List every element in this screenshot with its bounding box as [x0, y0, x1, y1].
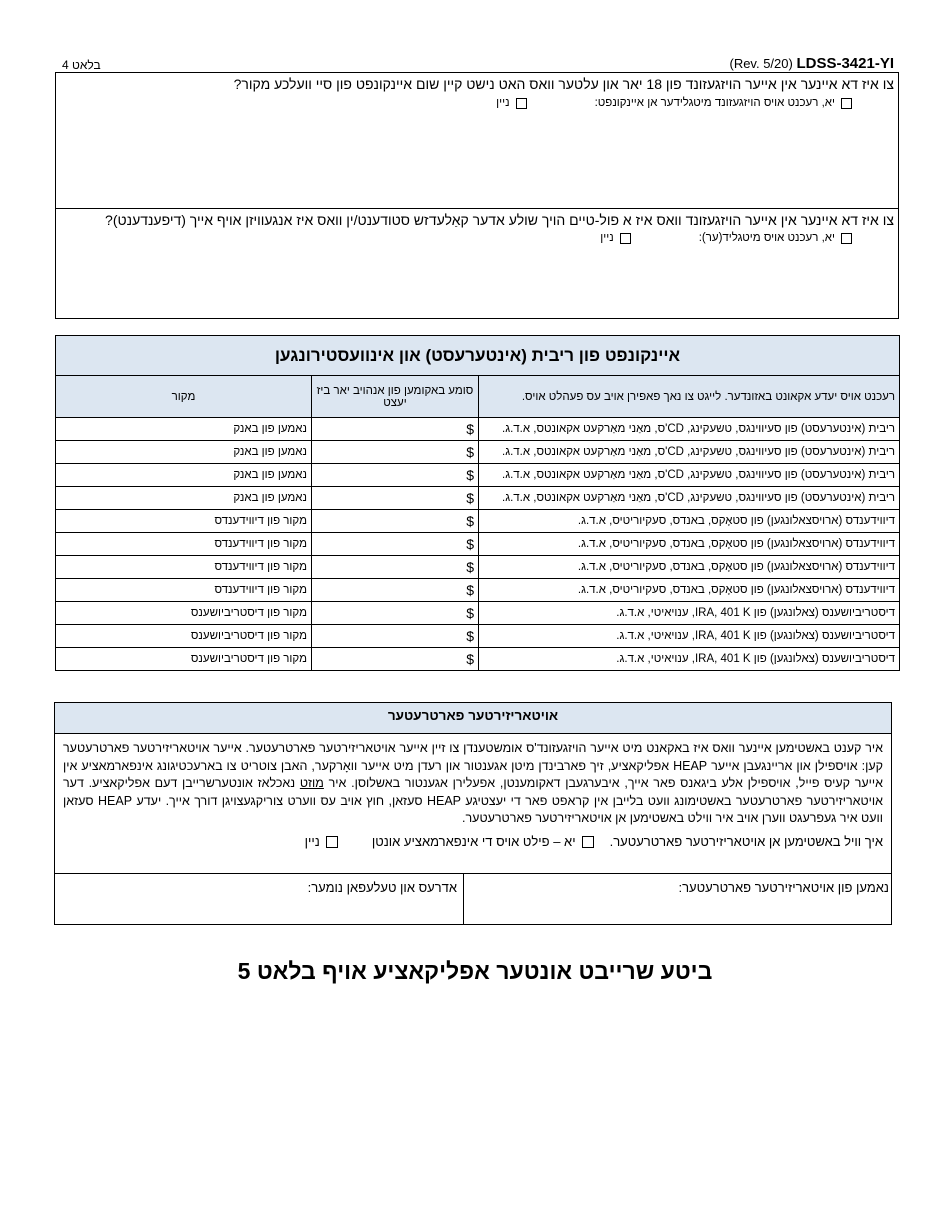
para-underlined: מוזט [299, 776, 324, 790]
q1-yes-checkbox[interactable] [841, 98, 852, 109]
page-number: בלאט 4 [62, 58, 101, 72]
income-type-cell: דיסטריביושענס (צאלונגען) פון IRA, 401 K, ענויאיטי, א.ד.ג. [479, 625, 900, 648]
currency-symbol: $ [466, 467, 474, 483]
rep-yes-checkbox[interactable] [582, 836, 594, 848]
table-row [56, 464, 900, 487]
amount-input-cell[interactable] [312, 464, 479, 487]
form-id-header [729, 55, 894, 72]
income-type-cell: ריבית (אינטערעסט) פון סעיווינגס, טשעקינג, CD'ס, מאַני מאַרקעט אקאונטס, א.ד.ג. [479, 418, 900, 441]
income-type-cell: דיווידענדס (ארויסצאלונגען) פון סטאָקס, באנדס, סעקיוריטיס, א.ד.ג. [479, 510, 900, 533]
source-cell[interactable]: נאמען פון באנק [56, 441, 312, 464]
table-row [56, 625, 900, 648]
currency-symbol: $ [466, 490, 474, 506]
authorized-rep-title: אויטאריזירטער פארטרעטער [55, 703, 891, 734]
source-cell[interactable]: נאמען פון באנק [56, 464, 312, 487]
currency-symbol: $ [466, 628, 474, 644]
authorized-rep-box [54, 702, 892, 925]
source-cell[interactable]: מקור פון דיווידענדס [56, 510, 312, 533]
rep-no-label: ניין [304, 834, 320, 849]
table-row [56, 510, 900, 533]
currency-symbol: $ [466, 444, 474, 460]
income-type-cell: ריבית (אינטערעסט) פון סעיווינגס, טשעקינג, CD'ס, מאַני מאַרקעט אקאונטס, א.ד.ג. [479, 487, 900, 510]
currency-symbol: $ [466, 651, 474, 667]
field-separator [463, 874, 464, 924]
para-part2: נאכלאז אונטערשרייבן דעם אפליקאציע. דער אויטאריזירטער פארטרעטער באשטימונג וועט בלייבן אין קראפט פאר די יעצטיגע HEAP סעזאן, חוץ אויב עס ווערט צוריקגעצויגן דורך אייך. יעדע HEAP סעזאן וועט איר געפרעגט ווערן אויב איר ווילט באשטימען אן אויטאריזירטער פארטרעטער. [63, 776, 883, 825]
income-type-cell: ריבית (אינטערעסט) פון סעיווינגס, טשעקינג, CD'ס, מאַני מאַרקעט אקאונטס, א.ד.ג. [479, 464, 900, 487]
q1-no-label: ניין [496, 97, 510, 109]
amount-input-cell[interactable] [312, 625, 479, 648]
revision-label: (Rev. 5/20) [729, 56, 793, 71]
table-row [56, 602, 900, 625]
source-cell[interactable]: מקור פון דיסטריביושענס [56, 602, 312, 625]
source-cell[interactable]: מקור פון דיווידענדס [56, 556, 312, 579]
income-type-cell: דיסטריביושענס (צאלונגען) פון IRA, 401 K, ענויאיטי, א.ד.ג. [479, 602, 900, 625]
para-part1: איר קענט באשטימען איינער וואס איז באקאנט מיט אייער הויזגעזונד'ס אומשטענדן צו זיין אייער אויטאריזירטער פארטרעטער. אייער אויטאריזירטער פארטרעטער קען: אויספילן און אריינגעבן אייער HEAP אפליקאציע, זיך פארבינדן מיטן אגענטור און רעדן מיט אייער וואָרקער, האבן צוטריט צו בארעכטיגונג אינפארמאציע אין אייער קעיס פייל, אויספילן אלע ביגאנס פאר אייך, איבערגעבן דאקומענטן, אפעלירן אגענטור באשלוסן. איר [63, 741, 883, 790]
table-row [56, 418, 900, 441]
source-cell[interactable]: נאמען פון באנק [56, 487, 312, 510]
income-type-cell: דיסטריביושענס (צאלונגען) פון IRA, 401 K, ענויאיטי, א.ד.ג. [479, 648, 900, 671]
q1-yes-label: יא, רעכנט אויס הויזגעזונד מיטגלידער אן איינקונפט: [594, 97, 835, 109]
amount-input-cell[interactable] [312, 441, 479, 464]
household-questions-box [55, 72, 899, 319]
source-cell[interactable]: מקור פון דיסטריביושענס [56, 625, 312, 648]
q2-no-label: ניין [600, 232, 614, 244]
table-row [56, 556, 900, 579]
interest-income-table [55, 335, 900, 671]
currency-symbol: $ [466, 513, 474, 529]
currency-symbol: $ [466, 559, 474, 575]
question-student-dependent: צו איז דא איינער אין אייער הויזגעזונד וואס איז א פול-טיים הויך שולע אדער קאַלעדזש סטודענט/ין וואס איז אנגעוויזן אויף אייך (דיפענדענט)? [105, 212, 894, 228]
form-id: LDSS-3421-YI [796, 55, 894, 72]
q2-no-checkbox[interactable] [620, 233, 631, 244]
table-row [56, 487, 900, 510]
q1-options [496, 97, 852, 109]
rep-question: איך וויל באשטימען אן אויטאריזירטער פארטרעטער. [609, 834, 883, 849]
amount-input-cell[interactable] [312, 648, 479, 671]
source-cell[interactable]: מקור פון דיווידענדס [56, 579, 312, 602]
currency-symbol: $ [466, 582, 474, 598]
amount-input-cell[interactable] [312, 487, 479, 510]
q2-options [600, 232, 852, 244]
divider [56, 208, 898, 209]
source-cell[interactable]: מקור פון דיווידענדס [56, 533, 312, 556]
q1-no-checkbox[interactable] [516, 98, 527, 109]
table-row [56, 533, 900, 556]
rep-no-checkbox[interactable] [326, 836, 338, 848]
income-type-cell: דיווידענדס (ארויסצאלונגען) פון סטאָקס, באנדס, סעקיוריטיס, א.ד.ג. [479, 556, 900, 579]
amount-input-cell[interactable] [312, 418, 479, 441]
currency-symbol: $ [466, 421, 474, 437]
income-type-cell: דיווידענדס (ארויסצאלונגען) פון סטאָקס, באנדס, סעקיוריטיס, א.ד.ג. [479, 533, 900, 556]
table-row [56, 648, 900, 671]
table-row [56, 441, 900, 464]
source-cell[interactable]: מקור פון דיסטריביושענס [56, 648, 312, 671]
q2-yes-label: יא, רעכנט אויס מיטגליד(ער): [698, 232, 835, 244]
rep-fields [55, 873, 891, 924]
question-no-income: צו איז דא איינער אין אייער הויזגעזונד פון 18 יאר און עלטער וואס האט נישט קיין שום איינקונפט פון סיי וועלכע מקור? [233, 76, 894, 92]
col-header-type: רעכנט אויס יעדע אקאונט באזונדער. לייגט צו נאך פאפירן אויב עס פעהלט אויס. [479, 376, 900, 418]
q2-yes-checkbox[interactable] [841, 233, 852, 244]
table-row [56, 579, 900, 602]
amount-input-cell[interactable] [312, 533, 479, 556]
rep-yes-label: יא – פילט אויס די אינפארמאציע אונטן [371, 834, 576, 849]
amount-input-cell[interactable] [312, 602, 479, 625]
amount-input-cell[interactable] [312, 510, 479, 533]
authorized-rep-paragraph [63, 740, 883, 828]
income-type-cell: דיווידענדס (ארויסצאלונגען) פון סטאָקס, באנדס, סעקיוריטיס, א.ד.ג. [479, 579, 900, 602]
rep-options [305, 834, 883, 849]
table-title: איינקונפט פון ריבית (אינטערעסט) און אינוועסטירונגען [56, 336, 900, 376]
col-header-source: מקור [56, 376, 312, 418]
amount-input-cell[interactable] [312, 579, 479, 602]
footer-instruction: ביטע שרייבט אונטער אפליקאציע אויף בלאט 5 [237, 958, 713, 984]
amount-input-cell[interactable] [312, 556, 479, 579]
income-type-cell: ריבית (אינטערעסט) פון סעיווינגס, טשעקינג, CD'ס, מאַני מאַרקעט אקאונטס, א.ד.ג. [479, 441, 900, 464]
rep-address-field[interactable]: אדרעס און טעלעפאן נומער: [307, 880, 457, 895]
currency-symbol: $ [466, 605, 474, 621]
currency-symbol: $ [466, 536, 474, 552]
rep-name-field[interactable]: נאמען פון אויטאריזירטער פארטרעטער: [678, 880, 889, 895]
col-header-amount: סומע באקומען פון אנהויב יאר ביז יעצט [312, 376, 479, 418]
source-cell[interactable]: נאמען פון באנק [56, 418, 312, 441]
